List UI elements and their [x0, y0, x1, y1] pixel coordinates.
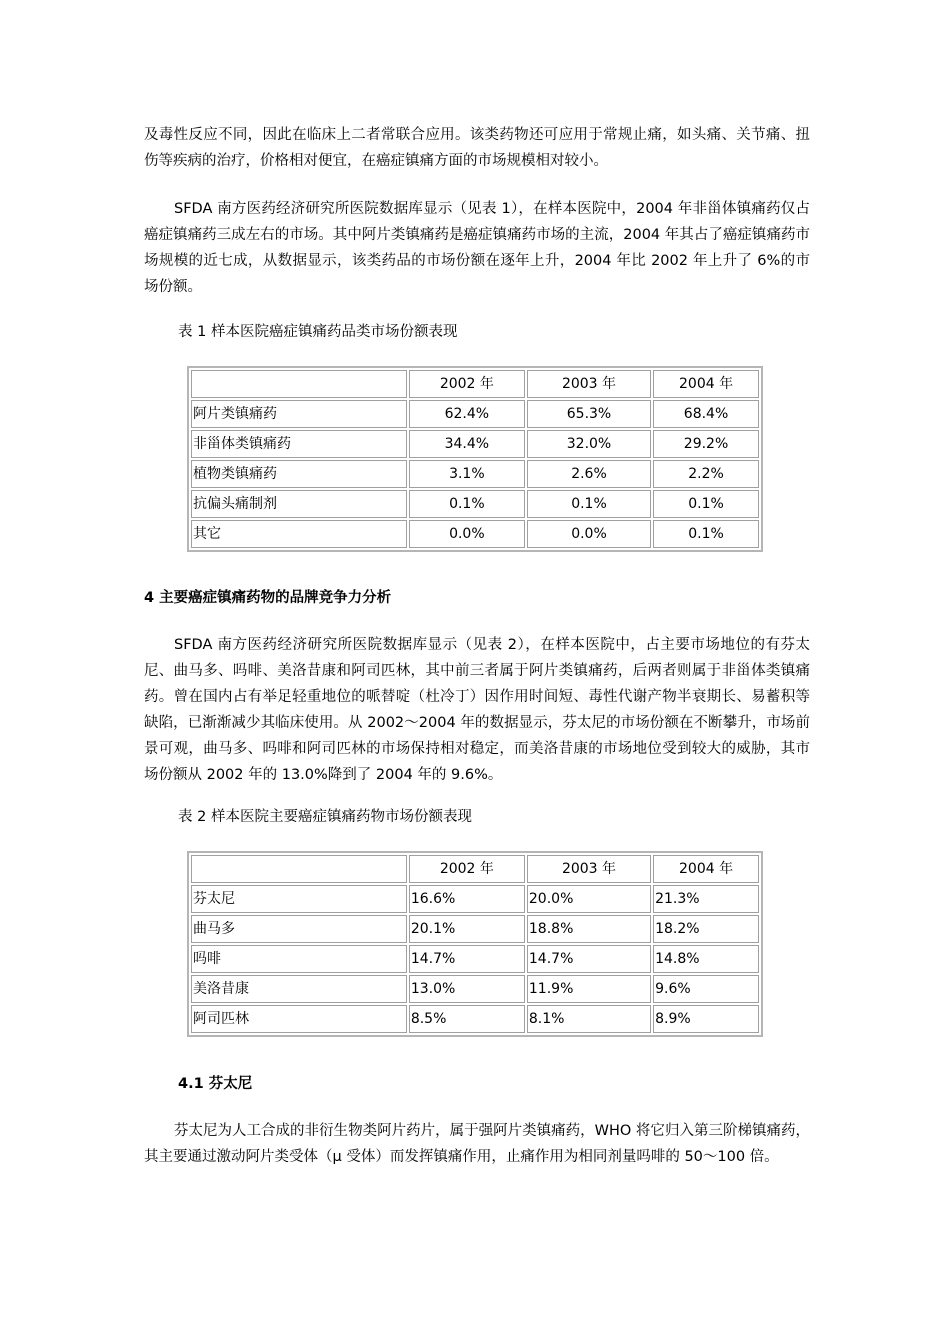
- header-cell: [191, 855, 407, 883]
- table-cell: 8.1%: [527, 1005, 651, 1033]
- table-cell: 20.1%: [409, 915, 525, 943]
- table-cell: 68.4%: [653, 400, 759, 428]
- table-cell: 8.9%: [653, 1005, 759, 1033]
- table-header-row: [191, 370, 759, 398]
- table-cell: 2.2%: [653, 460, 759, 488]
- row-label: 植物类镇痛药: [191, 460, 407, 488]
- header-cell: 2004 年: [653, 855, 759, 883]
- row-label: 美洛昔康: [191, 975, 407, 1003]
- table-cell: 2.6%: [527, 460, 651, 488]
- row-label: 吗啡: [191, 945, 407, 973]
- table-row: [191, 915, 759, 943]
- table-row: [191, 885, 759, 913]
- paragraph-category-share: SFDA 南方医药经济研究所医院数据库显示（见表 1），在样本医院中，2004 年非甾体镇痛药仅占癌症镇痛药三成左右的市场。其中阿片类镇痛药是癌症镇痛药市场的主流，2004 年其占了癌症镇痛药市场规模的近七成，从数据显示，该类药品的市场份额在逐年上升，2004 年比 2002 年上升了 6%的市场份额。: [144, 201, 810, 295]
- table-cell: 14.8%: [653, 945, 759, 973]
- table-cell: 0.1%: [653, 520, 759, 548]
- table-cell: 62.4%: [409, 400, 525, 428]
- table-cell: 18.8%: [527, 915, 651, 943]
- table-cell: 65.3%: [527, 400, 651, 428]
- header-cell: 2003 年: [527, 370, 651, 398]
- table-cell: 3.1%: [409, 460, 525, 488]
- paragraph-main-drugs: SFDA 南方医药经济研究所医院数据库显示（见表 2），在样本医院中，占主要市场地位的有芬太尼、曲马多、吗啡、美洛昔康和阿司匹林，其中前三者属于阿片类镇痛药，后两者则属于非甾体类镇痛药。曾在国内占有举足轻重地位的哌替啶（杜冷丁）因作用时间短、毒性代谢产物半衰期长、易蓄积等缺陷，已渐渐减少其临床使用。从 2002～2004 年的数据显示，芬太尼的市场份额在不断攀升，市场前景可观，曲马多、吗啡和阿司匹林的市场保持相对稳定，而美洛昔康的市场地位受到较大的威胁，其市场份额从 2002 年的 13.0%降到了 2004 年的 9.6%。: [144, 637, 810, 783]
- header-cell: 2004 年: [653, 370, 759, 398]
- row-label: 抗偏头痛制剂: [191, 490, 407, 518]
- table-cell: 16.6%: [409, 885, 525, 913]
- table-cell: 21.3%: [653, 885, 759, 913]
- row-label: 芬太尼: [191, 885, 407, 913]
- table-cell: 0.0%: [527, 520, 651, 548]
- table-row: [191, 400, 759, 428]
- row-label: 阿片类镇痛药: [191, 400, 407, 428]
- table1-caption: 表 1 样本医院癌症镇痛药品类市场份额表现: [178, 324, 458, 340]
- table-cell: 11.9%: [527, 975, 651, 1003]
- table-row: [191, 490, 759, 518]
- table-cell: 18.2%: [653, 915, 759, 943]
- table-cell: 20.0%: [527, 885, 651, 913]
- paragraph-fentanyl: 芬太尼为人工合成的非衍生物类阿片药片，属于强阿片类镇痛药，WHO 将它归入第三阶梯镇痛药，其主要通过激动阿片类受体（μ 受体）而发挥镇痛作用，止痛作用为相同剂量吗啡的 50～100 倍。: [144, 1123, 810, 1165]
- header-cell: 2002 年: [409, 370, 525, 398]
- table-cell: 0.1%: [409, 490, 525, 518]
- section-heading-4: 4 主要癌症镇痛药物的品牌竞争力分析: [144, 590, 392, 606]
- table-cell: 34.4%: [409, 430, 525, 458]
- table-cell: 29.2%: [653, 430, 759, 458]
- table-header-row: [191, 855, 759, 883]
- header-cell: 2002 年: [409, 855, 525, 883]
- table-cell: 0.1%: [653, 490, 759, 518]
- table-row: [191, 945, 759, 973]
- row-label: 其它: [191, 520, 407, 548]
- table2-caption: 表 2 样本医院主要癌症镇痛药物市场份额表现: [178, 809, 472, 825]
- table-row: [191, 430, 759, 458]
- table-cell: 9.6%: [653, 975, 759, 1003]
- section-heading-4-1: 4.1 芬太尼: [178, 1076, 253, 1092]
- table2-main-drug-share: [187, 851, 763, 1037]
- row-label: 阿司匹林: [191, 1005, 407, 1033]
- table1-category-share: [187, 366, 763, 552]
- table-cell: 0.0%: [409, 520, 525, 548]
- table-cell: 8.5%: [409, 1005, 525, 1033]
- table-cell: 0.1%: [527, 490, 651, 518]
- header-cell: 2003 年: [527, 855, 651, 883]
- table-cell: 14.7%: [409, 945, 525, 973]
- table-cell: 13.0%: [409, 975, 525, 1003]
- table-cell: 14.7%: [527, 945, 651, 973]
- header-cell: [191, 370, 407, 398]
- row-label: 非甾体类镇痛药: [191, 430, 407, 458]
- paragraph-intro-continuation: 及毒性反应不同，因此在临床上二者常联合应用。该类药物还可应用于常规止痛，如头痛、关节痛、扭伤等疾病的治疗，价格相对便宜，在癌症镇痛方面的市场规模相对较小。: [144, 127, 810, 169]
- table-row: [191, 520, 759, 548]
- table-row: [191, 460, 759, 488]
- table-cell: 32.0%: [527, 430, 651, 458]
- row-label: 曲马多: [191, 915, 407, 943]
- table-row: [191, 975, 759, 1003]
- table-row: [191, 1005, 759, 1033]
